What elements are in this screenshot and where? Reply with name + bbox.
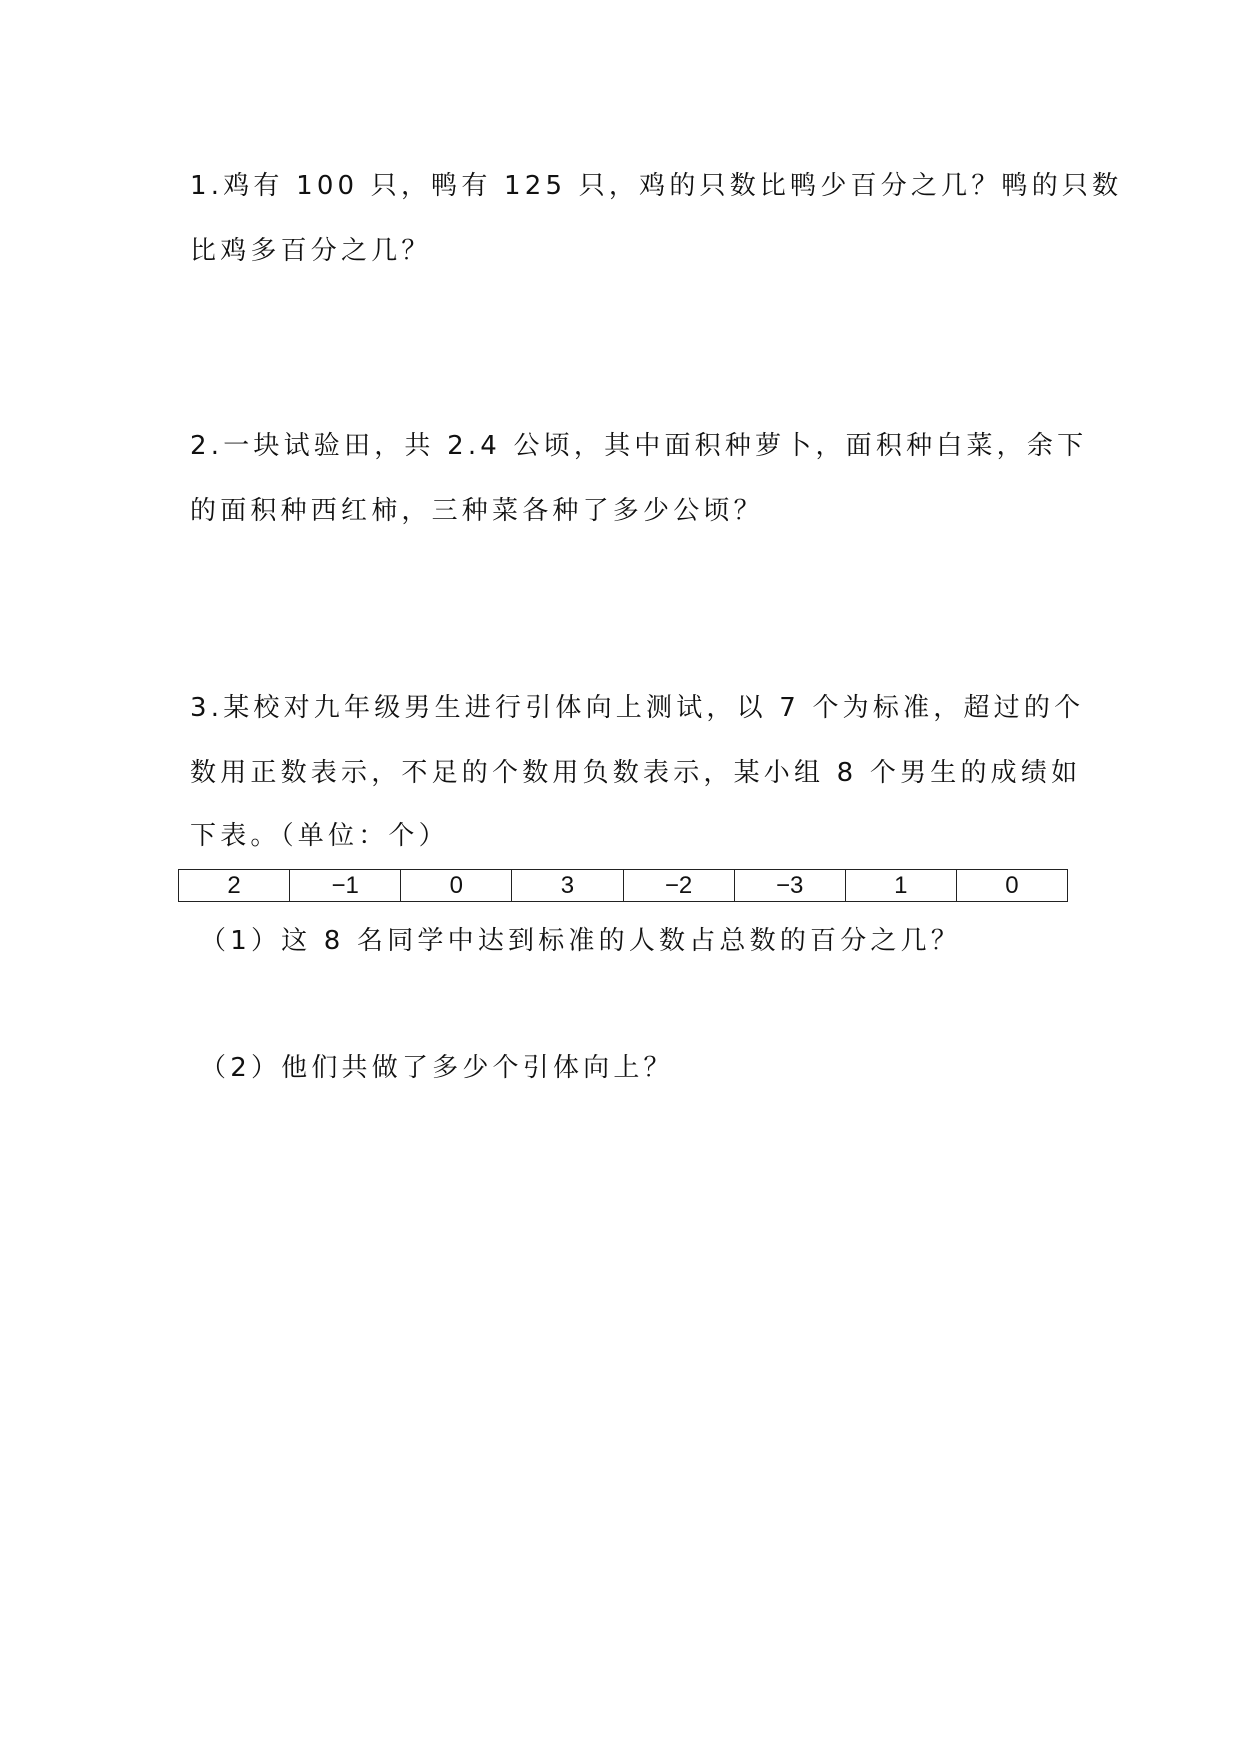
score-cell: −1 — [290, 870, 401, 902]
score-cell: 3 — [512, 870, 623, 902]
question-1-line-1: 1.鸡有 100 只，鸭有 125 只，鸡的只数比鸭少百分之几？鸭的只数 — [190, 171, 1123, 201]
score-table — [178, 869, 1068, 902]
question-3-line-1: 3.某校对九年级男生进行引体向上测试，以 7 个为标准，超过的个 — [190, 693, 1085, 723]
score-cell: 2 — [179, 870, 290, 902]
table-row — [179, 870, 1068, 902]
score-cell: 0 — [956, 870, 1067, 902]
question-2-line-2: 的面积种西红柿，三种菜各种了多少公顷？ — [190, 496, 764, 526]
score-cell: −2 — [623, 870, 734, 902]
score-cell: 1 — [845, 870, 956, 902]
question-1-line-2: 比鸡多百分之几？ — [190, 236, 432, 266]
question-3-sub-1: （1）这 8 名同学中达到标准的人数占总数的百分之几？ — [200, 926, 962, 956]
question-3-line-2: 数用正数表示，不足的个数用负数表示，某小组 8 个男生的成绩如 — [190, 758, 1082, 788]
score-cell: −3 — [734, 870, 845, 902]
question-2-line-1: 2.一块试验田，共 2.4 公顷，其中面积种萝卜，面积种白菜，余下 — [190, 431, 1088, 461]
question-3-sub-2: （2）他们共做了多少个引体向上？ — [200, 1053, 674, 1083]
question-3-line-3: 下表。（单位：个） — [190, 821, 449, 851]
score-cell: 0 — [401, 870, 512, 902]
